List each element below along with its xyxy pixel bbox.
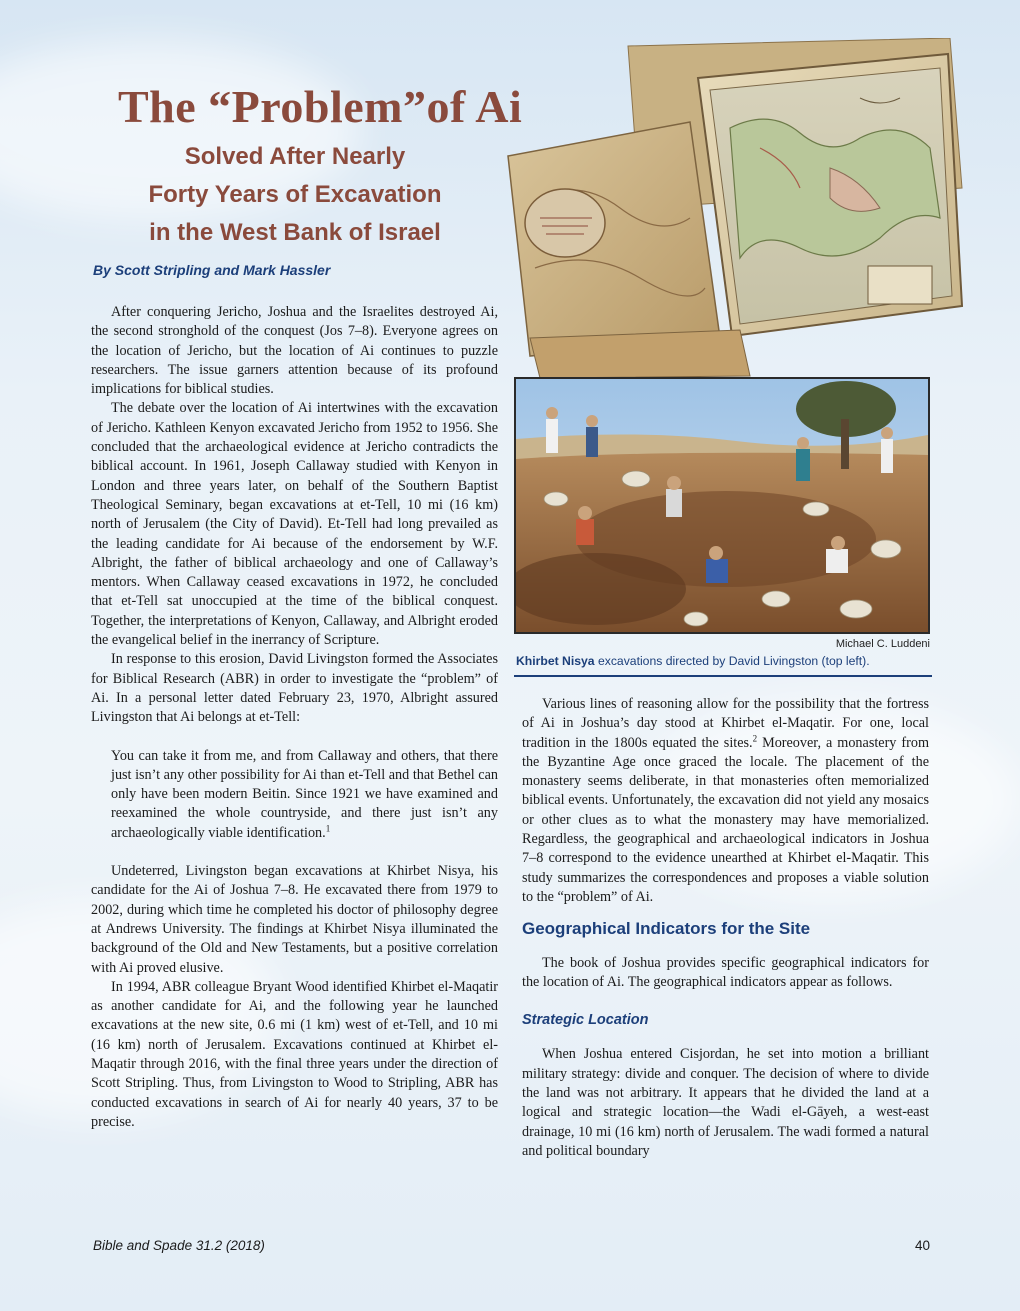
map-sheet-left: [508, 122, 720, 356]
paragraph-text: Moreover, a monastery from the Byzantine Age once graced the locale. The placement of the monastery seems deliberate, in that monasteries often memorialized biblical events. Unfortunately, the excavation did not yield any mosaics or other clues as to what the monastery may have memorialized. Regardless, the geographical and archaeological indicators in Joshua 7–8 correspond to the evidence unearthed at Khirbet el-Maqatir. This study summarizes the correspondences and proposes a viable solution to the “problem” of Ai.: [522, 734, 929, 905]
page-number: 40: [914, 1238, 930, 1253]
paragraph: After conquering Jericho, Joshua and the Israelites destroyed Ai, the second stronghold of the conquest (Jos 7–8). Everyone agrees on the location of Jericho, but the location of Ai continues to puzzle researchers. The issue garners attention because of its profound implications for biblical studies.: [91, 304, 498, 398]
albright-quote: [111, 747, 498, 843]
subsection-heading: Strategic Location: [522, 1012, 649, 1029]
caption-divider: [514, 675, 932, 677]
subtitle-line: Forty Years of Excavation: [148, 181, 442, 208]
paragraph: [522, 695, 929, 907]
subtitle-line: Solved After Nearly: [184, 143, 406, 170]
excavation-scene: [516, 379, 928, 632]
footnote-ref: 1: [325, 822, 331, 833]
right-column: [522, 695, 929, 1161]
paragraph: When Joshua entered Cisjordan, he set into motion a brilliant military strategy: divide and conquer. The decision of where to divide the land was not arbitrary. It appears that he divided the land at a logical and strategic location—the Wadi el-Gāyeh, a west-east drainage, 10 mi (16 km) north of Jerusalem. The wadi formed a natural and political boundary: [522, 1046, 929, 1159]
left-column: [91, 303, 498, 1132]
antique-maps-collage: [500, 38, 970, 378]
caption-site-name: Khirbet Nisya: [516, 654, 595, 668]
paragraph: The debate over the location of Ai intertwines with the excavation of Jericho. Kathleen Kenyon excavated Jericho from 1952 to 1956. She concluded that the archaeological evidence at Jericho contradicts the biblical account. In 1961, Joseph Callaway studied with Kenyon in London and three years later, on behalf of the Southern Baptist Theological Seminary, began excavations at et-Tell, 10 mi (16 km) north of Jerusalem (the City of David). Et-Tell had long prevailed as the leading candidate for Ai because of the endorsement by W.F. Albright, the father of biblical archaeology and one of Callaway’s mentors. When Callaway ceased excavations in 1972, he concluded that et-Tell sat unoccupied at the time of the biblical conquest. Together, the interpretations of Kenyon, Callaway, and Albright eroded the evangelical belief in the inerrancy of Scripture.: [91, 400, 498, 649]
excavation-photo: [514, 377, 930, 634]
quote-text: You can take it from me, and from Callaway and others, that there just isn’t any other possibility for Ai than et-Tell and that Bethel can only have been modern Beitin. Since 1921 we have examined and reexamined the whole countryside, and there just isn’t any archaeologically viable identification.: [111, 747, 498, 841]
paragraph: In response to this erosion, David Livingston formed the Associates for Biblical Research (ABR) in order to investigate the “problem” of Ai. In a personal letter dated February 23, 1970, Albright assured Livingston that Ai belongs at et-Tell:: [91, 651, 498, 726]
paragraph: Undeterred, Livingston began excavations at Khirbet Nisya, his candidate for the Ai of Joshua 7–8. He excavated there from 1979 to 2002, during which time he completed his doctor of philosophy degree at Andrews University. The findings at Khirbet Nisya illuminated the background of the Old and New Testaments, but a positive correlation with Ai proved elusive.: [91, 863, 498, 976]
byline: By Scott Stripling and Mark Hassler: [93, 262, 331, 278]
photo-caption: [516, 654, 936, 668]
article-subtitle: [60, 138, 530, 252]
section-heading: Geographical Indicators for the Site: [522, 919, 811, 939]
paragraph-text: Various lines of reasoning allow for the possibility that the fortress of Ai in Joshua’s day stood at Khirbet el-Maqatir. For one, local tradition in the 1800s equated the sites.: [522, 696, 929, 751]
map-sheet-main: [698, 54, 962, 336]
map-sheet-bottom: [530, 330, 750, 378]
paragraph: In 1994, ABR colleague Bryant Wood identified Khirbet el-Maqatir as another candidate for Ai, and the following year he launched excavations at the new site, 0.6 mi (1 km) west of et-Tell, and 10 mi (16 km) north of Jerusalem. Excavations continued at Khirbet el-Maqatir through 2016, with the final three years under the direction of Scott Stripling. Thus, from Livingston to Wood to Stripling, ABR has conducted excavations in search of Ai for nearly 40 years, 37 to be precise.: [91, 978, 498, 1130]
subtitle-line: in the West Bank of Israel: [149, 219, 441, 246]
paragraph: The book of Joshua provides specific geographical indicators for the location of Ai. The geographical indicators appear as follows.: [522, 954, 929, 990]
caption-text: excavations directed by David Livingston (top left).: [594, 654, 870, 668]
footnote-ref: 2: [752, 732, 758, 743]
photo-credit: Michael C. Luddeni: [835, 638, 930, 650]
journal-footer: Bible and Spade 31.2 (2018): [93, 1238, 265, 1253]
article-title: The “Problem”of Ai: [118, 81, 523, 132]
